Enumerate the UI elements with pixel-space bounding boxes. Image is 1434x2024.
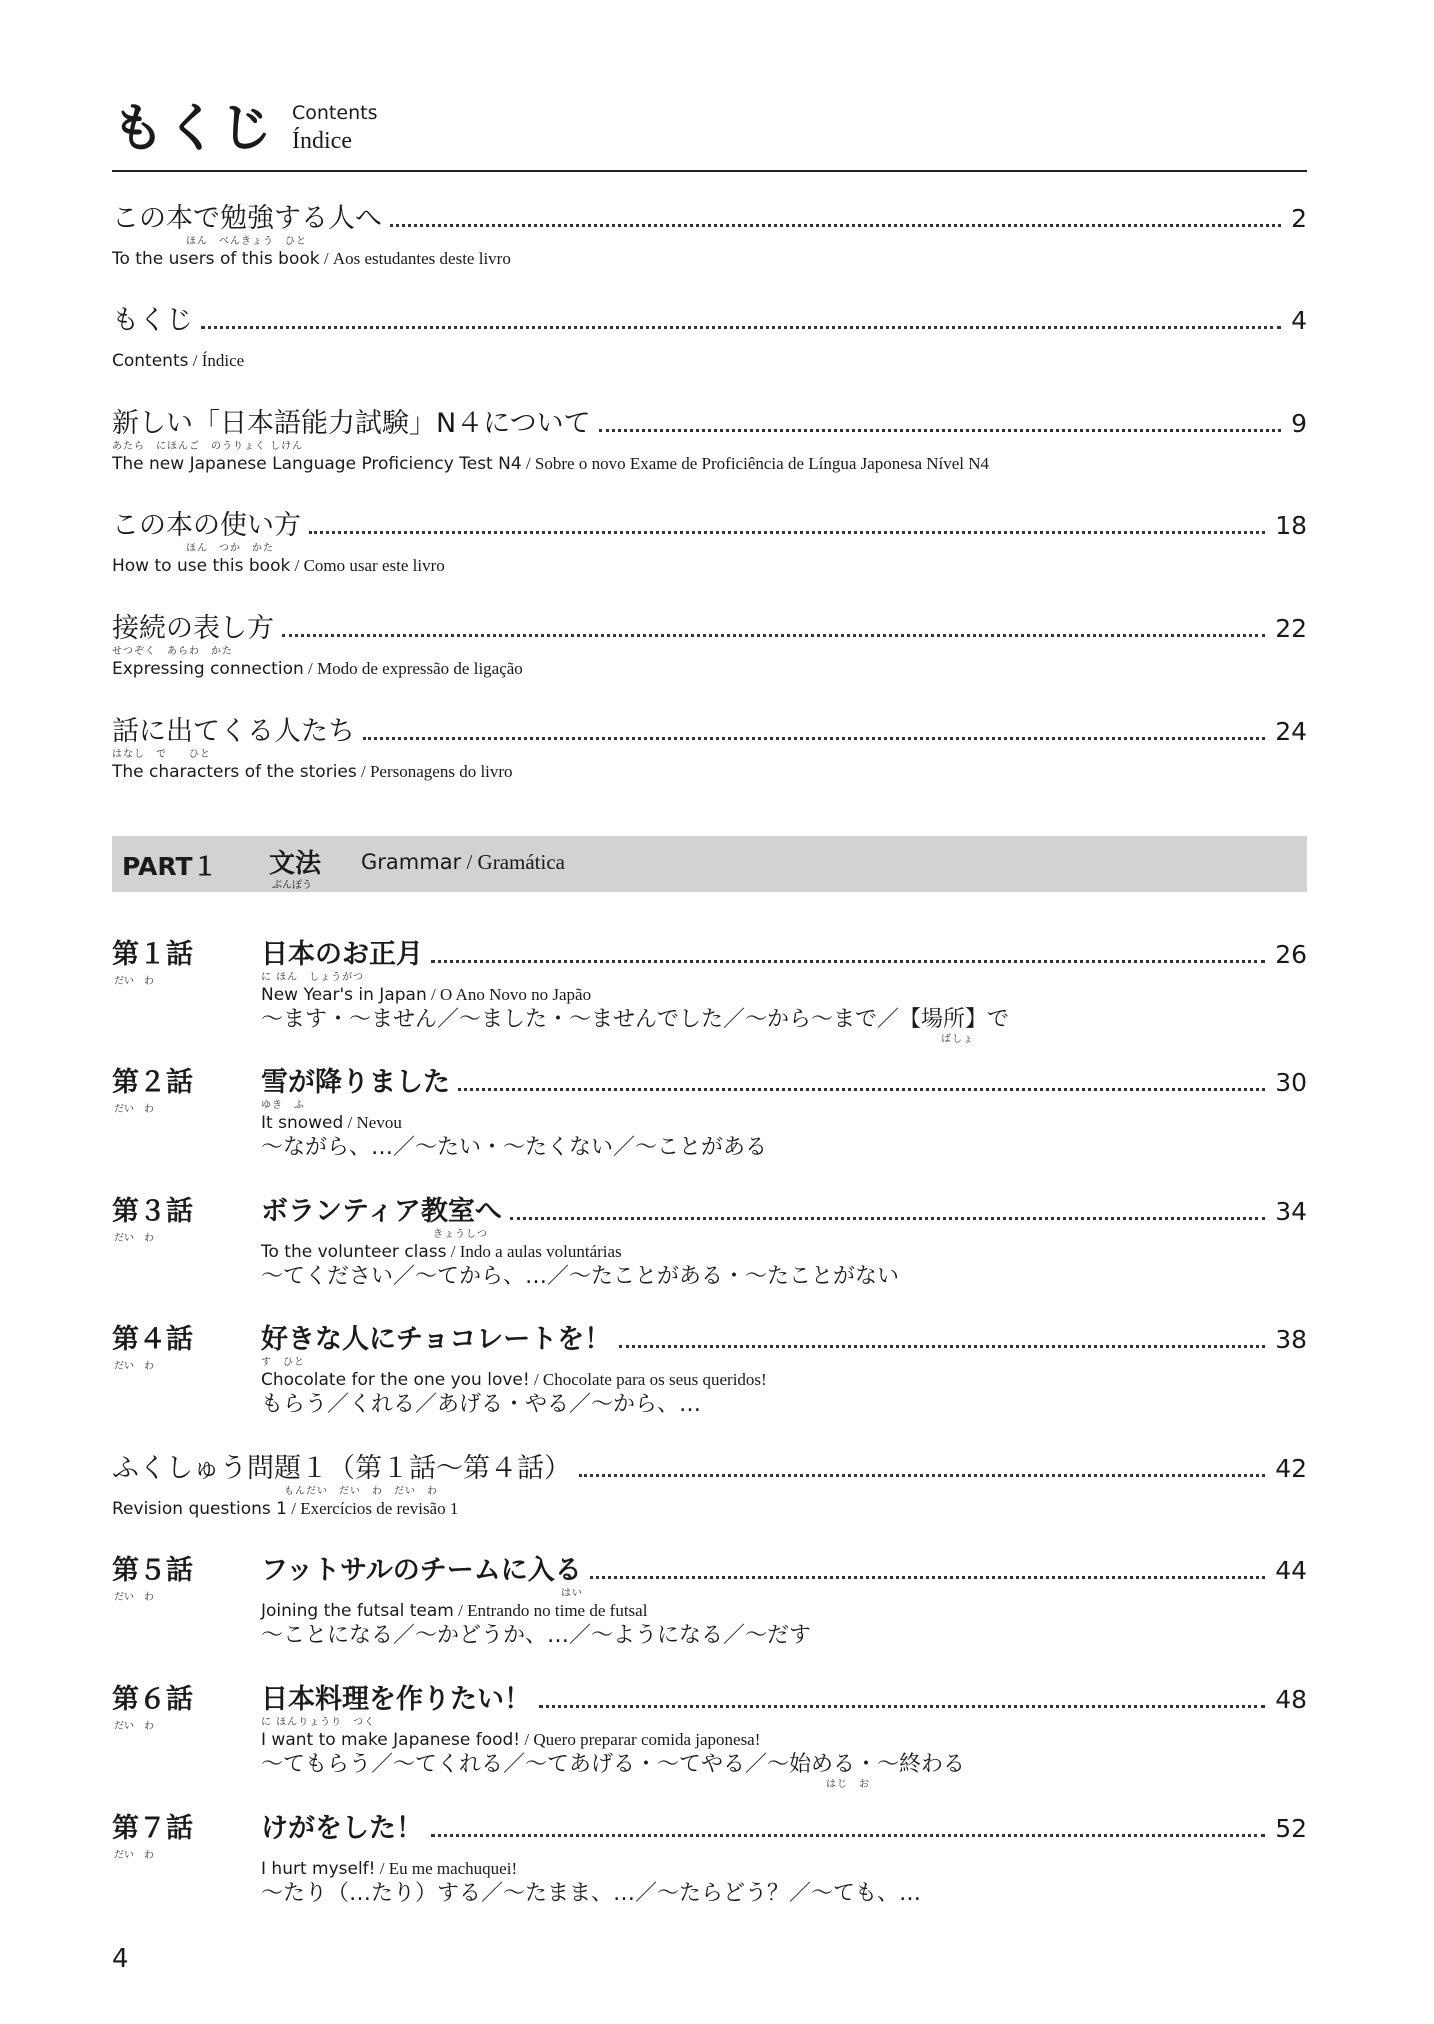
- lesson-number-furigana: だい わ: [114, 1361, 154, 1372]
- leader-dots: [431, 960, 1265, 963]
- leader-dots: [309, 531, 1265, 534]
- leader-dots: [510, 1217, 1265, 1220]
- leader-dots: [619, 1345, 1265, 1348]
- lesson-page: 48: [1275, 1685, 1307, 1714]
- lesson-title: 好きな人にチョコレートを！: [261, 1324, 612, 1355]
- page-title-english: Contents: [292, 102, 378, 124]
- page-title-portuguese: Índice: [292, 128, 352, 154]
- page-title: もくじ: [112, 99, 275, 159]
- lesson-number-furigana: だい わ: [114, 1233, 154, 1244]
- lesson-number: 第３話: [112, 1196, 193, 1227]
- entry-translation: How to use this book / Como usar este livro: [112, 556, 445, 576]
- lesson-entry[interactable]: [112, 1552, 1307, 1662]
- lesson-entry[interactable]: [112, 1064, 1307, 1174]
- leader-dots: [579, 1474, 1265, 1477]
- leader-dots: [539, 1705, 1265, 1708]
- lesson-number-furigana: だい わ: [114, 1850, 154, 1861]
- lesson-furigana: に ほん しょうがつ: [261, 972, 365, 983]
- entry-translation: Contents / Índice: [112, 351, 245, 371]
- lesson-furigana: はい: [561, 1588, 583, 1599]
- lesson-title: ボランティア教室へ: [261, 1196, 502, 1227]
- toc-entry[interactable]: [112, 405, 1307, 475]
- toc-entry[interactable]: [112, 610, 1307, 680]
- part-title: 文法: [269, 849, 322, 879]
- entry-furigana: ほん つか かた: [186, 543, 274, 554]
- lesson-entry[interactable]: [112, 936, 1307, 1046]
- lesson-translation: Joining the futsal team / Entrando no time de futsal: [261, 1601, 648, 1621]
- leader-dots: [390, 224, 1281, 227]
- entry-furigana: もんだい だい わ だい わ: [284, 1486, 438, 1497]
- grammar-furigana: はじ お: [826, 1779, 870, 1790]
- entry-translation: To the users of this book / Aos estudantes deste livro: [112, 249, 511, 269]
- entry-translation: The new Japanese Language Proficiency Test N4 / Sobre o novo Exame de Proficiência de Língua Japonesa Nível N4: [112, 454, 990, 474]
- entry-title: この本で勉強する人へ: [112, 203, 382, 234]
- entry-page: 4: [1291, 306, 1307, 335]
- lesson-number-furigana: だい わ: [114, 1592, 154, 1603]
- lesson-number: 第６話: [112, 1684, 193, 1715]
- leader-dots: [431, 1834, 1265, 1837]
- leader-dots: [282, 634, 1265, 637]
- entry-furigana: せつぞく あらわ かた: [112, 646, 233, 657]
- entry-title: この本の使い方: [112, 510, 301, 541]
- entry-page: 22: [1275, 614, 1307, 643]
- leader-dots: [363, 737, 1265, 740]
- part-label: PART１: [122, 852, 218, 881]
- lesson-page: 38: [1275, 1325, 1307, 1354]
- entry-page: 2: [1291, 204, 1307, 233]
- entry-translation: The characters of the stories / Personagens do livro: [112, 762, 513, 782]
- leader-dots: [590, 1576, 1265, 1579]
- part-translation: Grammar / Gramática: [361, 850, 565, 874]
- lesson-grammar: ～てください／～てから、…／～たことがある・～たことがない: [261, 1264, 900, 1289]
- lesson-number-furigana: だい わ: [114, 1104, 154, 1115]
- lesson-entry[interactable]: [112, 1810, 1307, 1920]
- leader-dots: [458, 1088, 1265, 1091]
- entry-translation: Revision questions 1 / Exercícios de revisão 1: [112, 1499, 459, 1519]
- lesson-translation: To the volunteer class / Indo a aulas voluntárias: [261, 1242, 622, 1262]
- lesson-title: フットサルのチームに入る: [261, 1555, 582, 1586]
- lesson-translation: It snowed / Nevou: [261, 1113, 402, 1133]
- lesson-title: 日本料理を作りたい！: [261, 1684, 531, 1715]
- lesson-page: 52: [1275, 1814, 1307, 1843]
- lesson-title: けがをした！: [261, 1813, 423, 1844]
- lesson-number: 第４話: [112, 1324, 193, 1355]
- lesson-number: 第２話: [112, 1067, 193, 1098]
- entry-furigana: はなし で ひと: [112, 749, 211, 760]
- leader-dots: [599, 429, 1281, 432]
- lesson-number-furigana: だい わ: [114, 976, 154, 987]
- lesson-grammar: ～ます・～ません／～ました・～ませんでした／～から～まで／【場所】で: [261, 1007, 1010, 1032]
- lesson-number-furigana: だい わ: [114, 1721, 154, 1732]
- lesson-furigana: に ほんりょうり つく: [261, 1717, 376, 1728]
- lesson-translation: I want to make Japanese food! / Quero preparar comida japonesa!: [261, 1730, 761, 1750]
- lesson-page: 44: [1275, 1556, 1307, 1585]
- lesson-translation: Chocolate for the one you love! / Chocolate para os seus queridos!: [261, 1370, 767, 1390]
- lesson-furigana: ゆき ふ: [261, 1100, 305, 1111]
- toc-entry[interactable]: [112, 507, 1307, 577]
- part-heading: [112, 836, 1307, 892]
- leader-dots: [201, 326, 1281, 329]
- lesson-number: 第７話: [112, 1813, 193, 1844]
- lesson-number: 第５話: [112, 1555, 193, 1586]
- lesson-grammar: ～てもらう／～てくれる／～てあげる・～てやる／～始める・～終わる: [261, 1752, 966, 1777]
- toc-entry[interactable]: [112, 302, 1307, 372]
- toc-entry[interactable]: [112, 713, 1307, 783]
- lesson-entry[interactable]: [112, 1681, 1307, 1791]
- lesson-furigana: す ひと: [261, 1357, 305, 1368]
- entry-page: 24: [1275, 717, 1307, 746]
- page-header: [112, 96, 1307, 172]
- lesson-grammar: ～たり（…たり）する／～たまま、…／～たらどう？／～ても、…: [261, 1881, 922, 1906]
- lesson-page: 26: [1275, 940, 1307, 969]
- lesson-title: 日本のお正月: [261, 939, 423, 970]
- lesson-page: 34: [1275, 1197, 1307, 1226]
- toc-entry[interactable]: [112, 200, 1307, 270]
- entry-page: 9: [1291, 409, 1307, 438]
- page-number: 4: [112, 1944, 129, 1974]
- entry-furigana: [112, 338, 1307, 350]
- entry-page: 18: [1275, 511, 1307, 540]
- lesson-furigana: [261, 1846, 1307, 1858]
- lesson-page: 30: [1275, 1068, 1307, 1097]
- entry-furigana: ほん べんきょう ひと: [186, 236, 307, 247]
- toc-entry-review[interactable]: [112, 1450, 1307, 1520]
- lesson-grammar: ～ながら、…／～たい・～たくない／～ことがある: [261, 1135, 768, 1160]
- entry-title: 新しい「日本語能力試験」N４について: [112, 408, 591, 439]
- lesson-translation: I hurt myself! / Eu me machuquei!: [261, 1859, 518, 1879]
- lesson-title: 雪が降りました: [261, 1067, 450, 1098]
- lesson-grammar: ～ことになる／～かどうか、…／～ようになる／～だす: [261, 1623, 812, 1648]
- entry-translation: Expressing connection / Modo de expressão de ligação: [112, 659, 523, 679]
- entry-title: もくじ: [112, 305, 193, 336]
- entry-furigana: あたら にほんご のうりょく しけん: [112, 441, 304, 452]
- lesson-grammar: もらう／くれる／あげる・やる／～から、…: [261, 1392, 702, 1417]
- lesson-number: 第１話: [112, 939, 193, 970]
- lesson-translation: New Year's in Japan / O Ano Novo no Japão: [261, 985, 592, 1005]
- lesson-furigana: きょうしつ: [433, 1229, 488, 1240]
- entry-title: ふくしゅう問題１（第１話～第４話）: [112, 1453, 571, 1484]
- entry-title: 接続の表し方: [112, 613, 274, 644]
- part-furigana: ぶんぽう: [272, 880, 312, 891]
- entry-title: 話に出てくる人たち: [112, 716, 355, 747]
- lesson-entry[interactable]: [112, 1321, 1307, 1431]
- lesson-entry[interactable]: [112, 1193, 1307, 1303]
- entry-page: 42: [1275, 1454, 1307, 1483]
- grammar-furigana: ばしょ: [941, 1034, 974, 1045]
